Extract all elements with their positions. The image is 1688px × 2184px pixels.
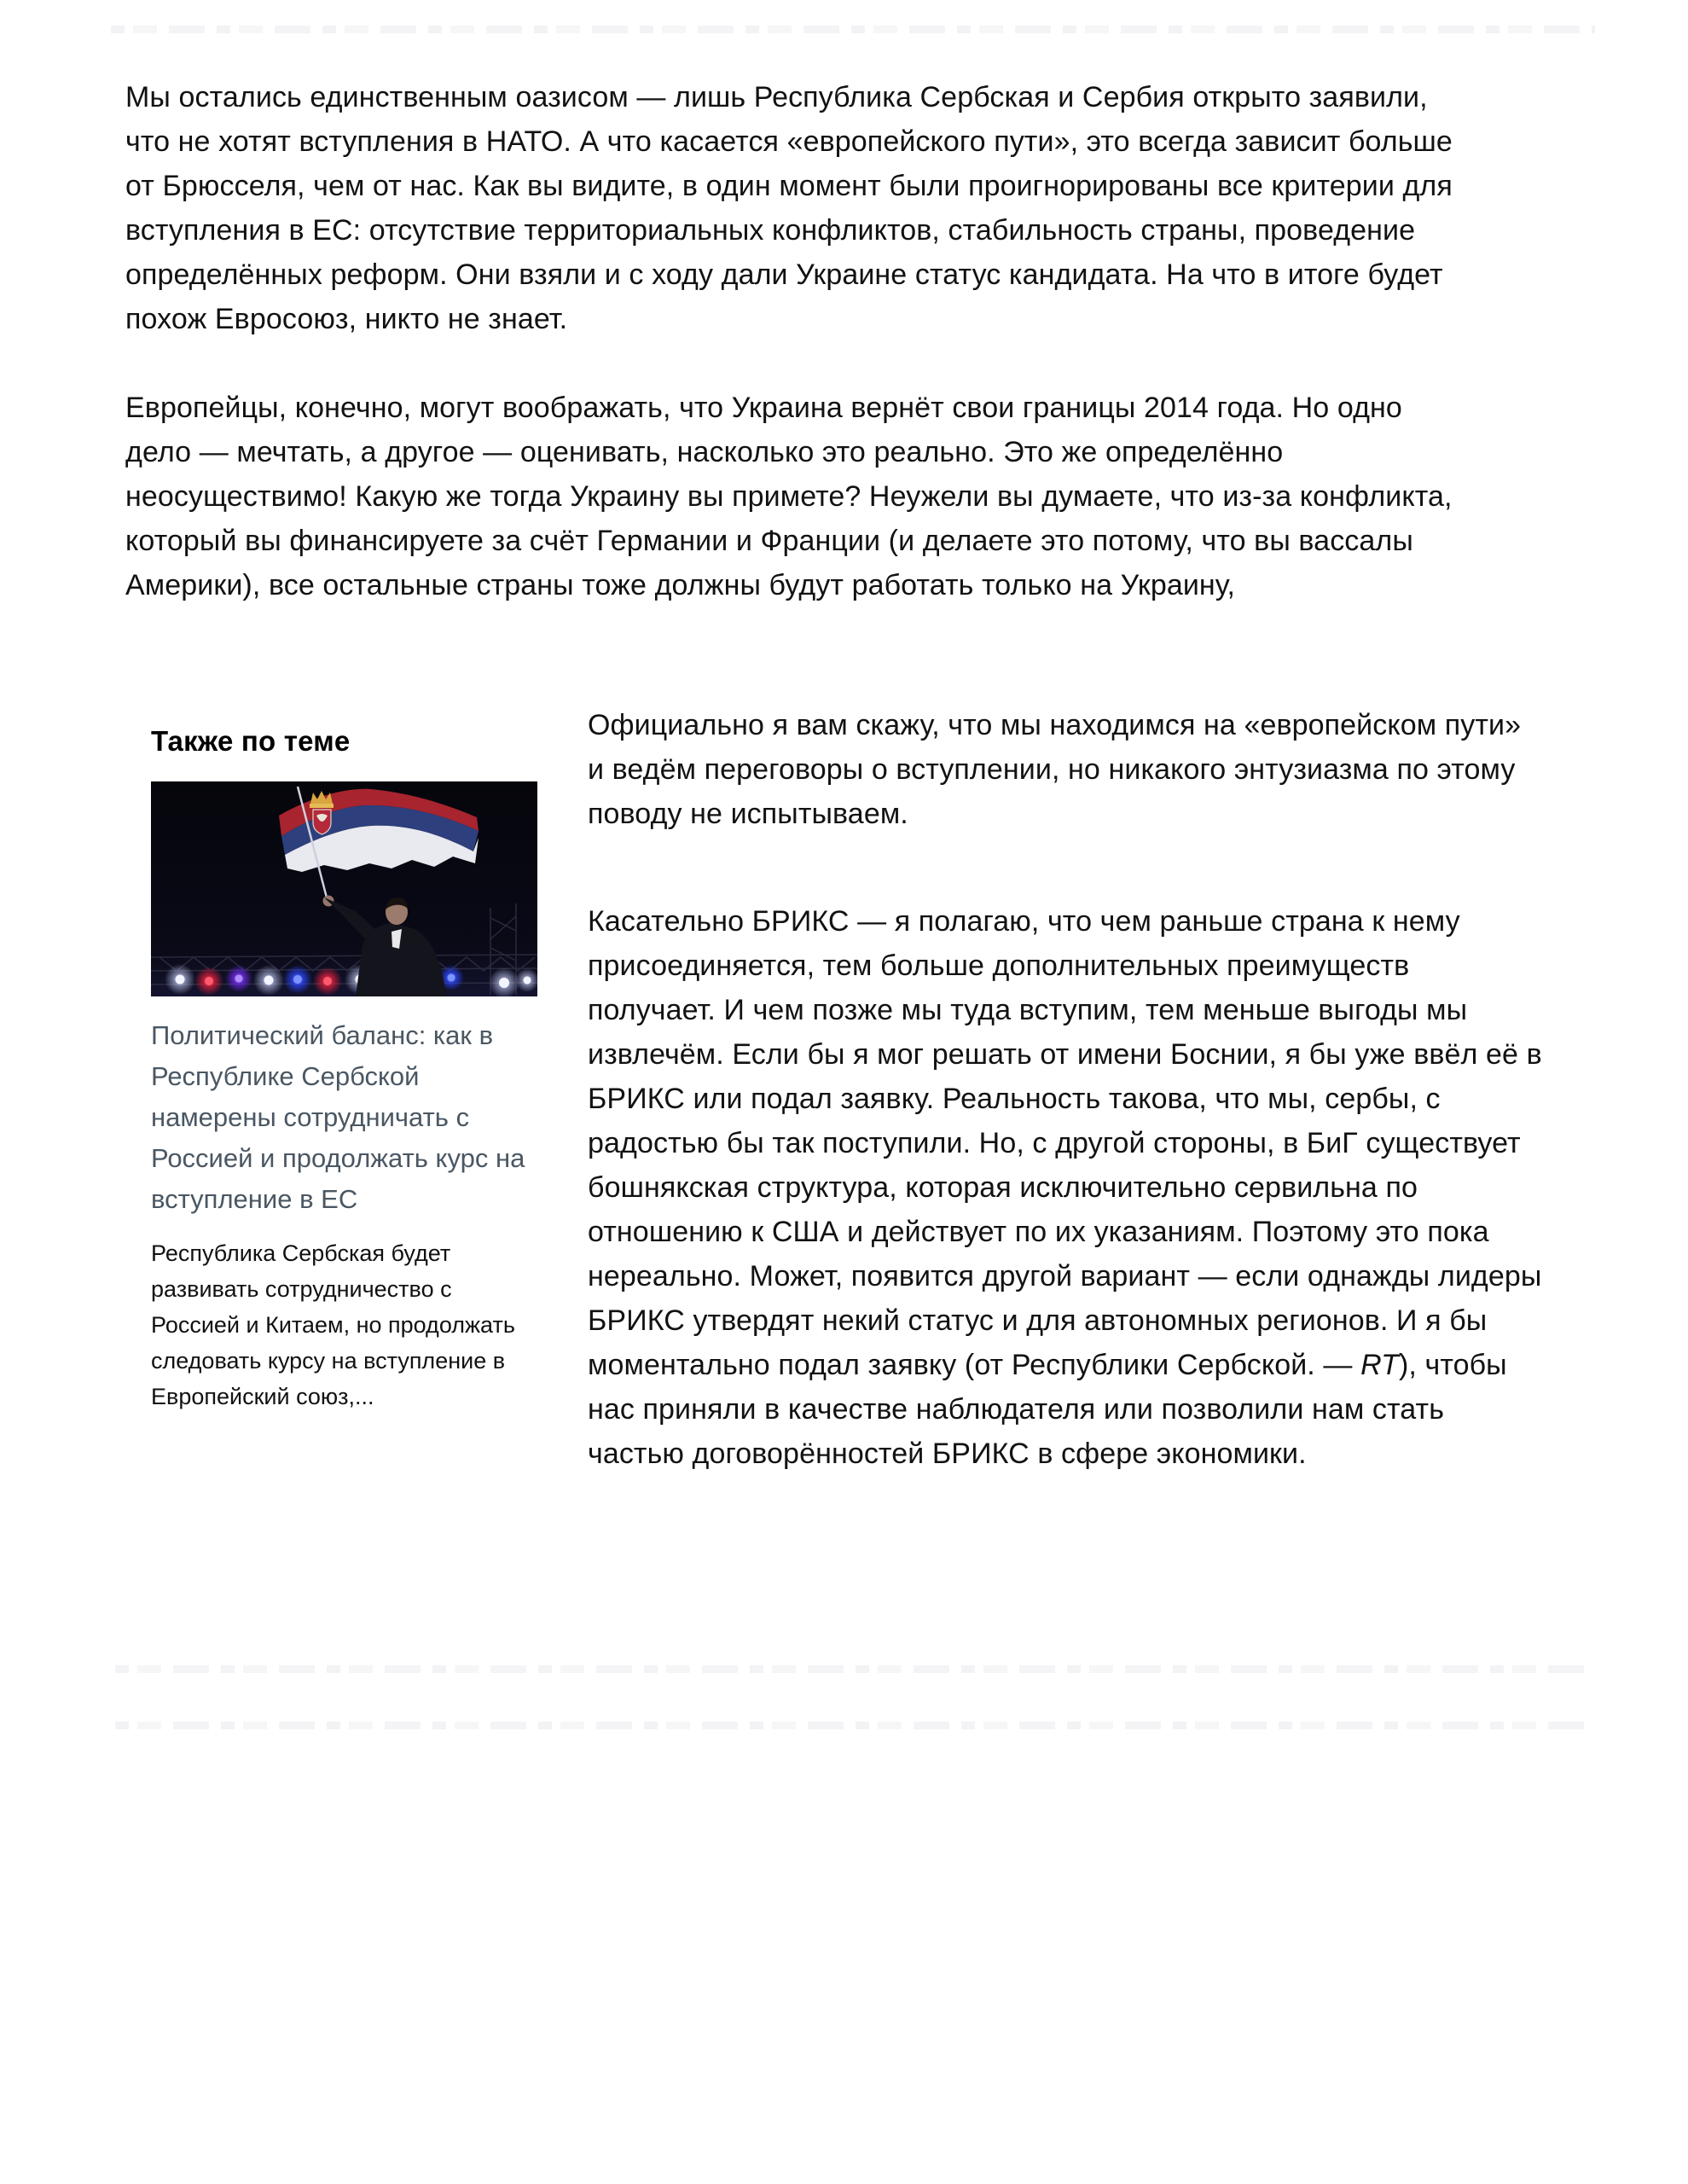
related-heading: Также по теме [151, 725, 351, 757]
paragraph-oasis: Мы остались единственным оазисом — лишь Республика Сербская и Сербия открыто заявили, что не хотят вступления в НАТО. А что касается «европейского пути», это всегда зависит больше от Брюсселя, чем от нас. Как вы видите, в один момент были проигнорированы все критерии для вступления в ЕС: отсутствие территориальных конфликтов, стабильность страны, проведение определённых реформ. Они взяли и с ходу дали Украине статус кандидата. На что в итоге будет похож Евросоюз, никто не знает. [125, 81, 1453, 335]
faded-text-artifact-bottom-2 [115, 1722, 1595, 1729]
serbian-flag-rally-photo [151, 781, 537, 996]
brics-text-before-rt: Касательно БРИКС — я полагаю, что чем раньше страна к нему присоединяется, тем больше дополнительных преимуществ получает. И чем позже мы туда вступим, тем меньше выгоды мы извлечём. Если бы я мог решать от имени Боснии, я бы уже ввёл её в БРИКС или подал заявку. Реальность такова, что мы, сербы, с радостью бы так поступили. Но, с другой стороны, в БиГ существует бошнякская структура, которая исключительно сервильна по отношению к США и действует по их указаниям. Поэтому это пока нереально. Может, появится другой вариант — если однажды лидеры БРИКС утвердят некий статус и для автономных регионов. И я бы моментально подал заявку (от Республики Сербской. — [588, 905, 1542, 1381]
two-column-section [125, 703, 1688, 1476]
related-image-link[interactable] [151, 781, 537, 996]
rt-attribution: RT [1360, 1349, 1399, 1381]
faded-text-artifact-bottom-1 [115, 1665, 1595, 1673]
related-article-link[interactable]: Политический баланс: как в Республике Сербской намерены сотрудничать с Россией и продолжать курс на вступление в ЕС [151, 1020, 525, 1214]
brics-text-after-rt: ), чтобы нас приняли в качестве наблюдателя или позволили нам стать частью договорённостей БРИКС в сфере экономики. [588, 1349, 1507, 1470]
related-topics-block [151, 703, 537, 1414]
paragraph-official: Официально я вам скажу, что мы находимся на «европейском пути» и ведём переговоры о вступлении, но никакого энтузиазма по этому поводу не испытываем. [588, 709, 1522, 830]
paragraph-europeans: Европейцы, конечно, могут воображать, что Украина вернёт свои границы 2014 года. Но одно дело — мечтать, а другое — оценивать, насколько это реально. Это же определённо неосуществимо! Какую же тогда Украину вы примете? Неужели вы думаете, что из-за конфликта, который вы финансируете за счёт Германии и Франции (и делаете это потому, что вы вассалы Америки), все остальные страны тоже должны будут работать только на Украину, [125, 392, 1453, 601]
article-right-column [588, 703, 1543, 1476]
faded-text-artifact-top [111, 26, 1595, 33]
paragraph-brics [588, 899, 1543, 1476]
related-article-summary: Республика Сербская будет развивать сотрудничество с Россией и Китаем, но продолжать следовать курсу на вступление в Европейский союз,... [151, 1240, 515, 1409]
